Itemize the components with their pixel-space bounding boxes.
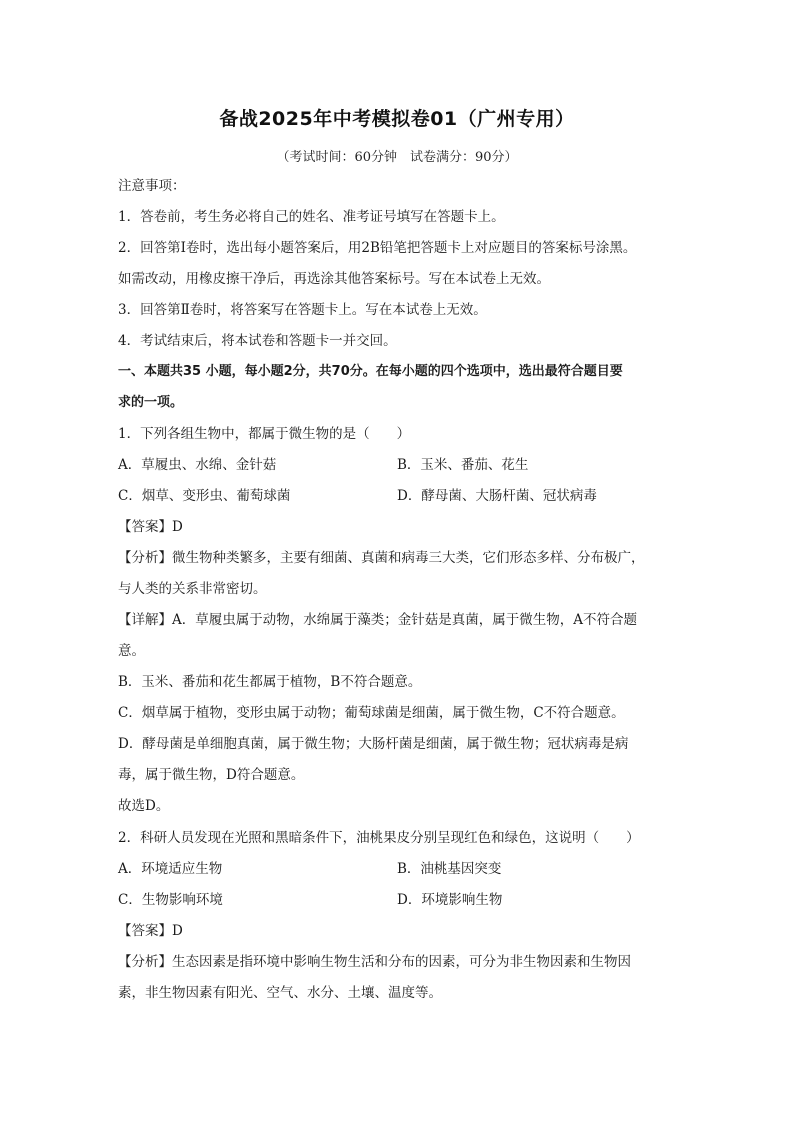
question-1-detail-d-cont: 毒，属于微生物，D符合题意。 [118,767,305,783]
question-2-option-a: A．环境适应生物 [118,861,223,877]
question-2-analysis-cont: 素，非生物因素有阳光、空气、水分、土壤、温度等。 [118,985,442,1001]
question-2-answer: 【答案】D [118,923,183,939]
notice-item-2-cont: 如需改动，用橡皮擦干净后，再选涂其他答案标号。写在本试卷上无效。 [118,271,550,287]
question-1-option-d: D．酵母菌、大肠杆菌、冠状病毒 [397,488,597,504]
notice-item-1: 1．答卷前，考生务必将自己的姓名、准考证号填写在答题卡上。 [118,209,505,225]
question-1-detail: 【详解】A．草履虫属于动物，水绵属于藻类；金针菇是真菌，属于微生物，A不符合题 [118,612,637,628]
question-1-option-b: B．玉米、番茄、花生 [397,457,529,473]
notice-item-2: 2．回答第Ⅰ卷时，选出每小题答案后，用2B铅笔把答题卡上对应题目的答案标号涂黑。 [118,240,637,256]
question-1-detail-d: D．酵母菌是单细胞真菌，属于微生物；大肠杆菌是细菌，属于微生物；冠状病毒是病 [118,736,629,752]
question-1-analysis: 【分析】微生物种类繁多，主要有细菌、真菌和病毒三大类，它们形态多样、分布极广， [118,550,645,566]
question-1-answer: 【答案】D [118,519,183,535]
question-1-conclusion: 故选D。 [118,798,170,814]
question-1-detail-cont: 意。 [118,643,145,659]
notice-item-4: 4．考试结束后，将本试卷和答题卡一并交回。 [118,333,397,349]
question-2-option-b: B．油桃基因突变 [397,861,502,877]
question-2-option-c: C．生物影响环境 [118,892,223,908]
page-title: 备战2025年中考模拟卷01（广州专用） [219,108,575,130]
question-2-analysis: 【分析】生态因素是指环境中影响生物生活和分布的因素，可分为非生物因素和生物因 [118,954,631,970]
section-heading: 一、本题共35 小题，每小题2分，共70分。在每小题的四个选项中，选出最符合题目要 [118,364,623,379]
question-1-option-c: C．烟草、变形虫、葡萄球菌 [118,488,291,504]
section-heading-cont: 求的一项。 [118,395,184,410]
question-2-option-d: D．环境影响生物 [397,892,503,908]
question-1-option-a: A．草履虫、水绵、金针菇 [118,457,277,473]
question-1-detail-c: C．烟草属于植物，变形虫属于动物；葡萄球菌是细菌，属于微生物，C不符合题意。 [118,705,625,721]
question-1-stem: 1．下列各组生物中，都属于微生物的是（ ） [118,426,411,442]
question-1-analysis-cont: 与人类的关系非常密切。 [118,581,267,597]
question-2-stem: 2．科研人员发现在光照和黑暗条件下，油桃果皮分别呈现红色和绿色，这说明（ ） [118,830,640,846]
notice-heading: 注意事项： [118,178,186,194]
exam-info: （考试时间：60分钟 试卷满分：90分） [276,150,518,165]
question-1-detail-b: B．玉米、番茄和花生都属于植物，B不符合题意。 [118,674,422,690]
notice-item-3: 3．回答第Ⅱ卷时，将答案写在答题卡上。写在本试卷上无效。 [118,302,487,318]
